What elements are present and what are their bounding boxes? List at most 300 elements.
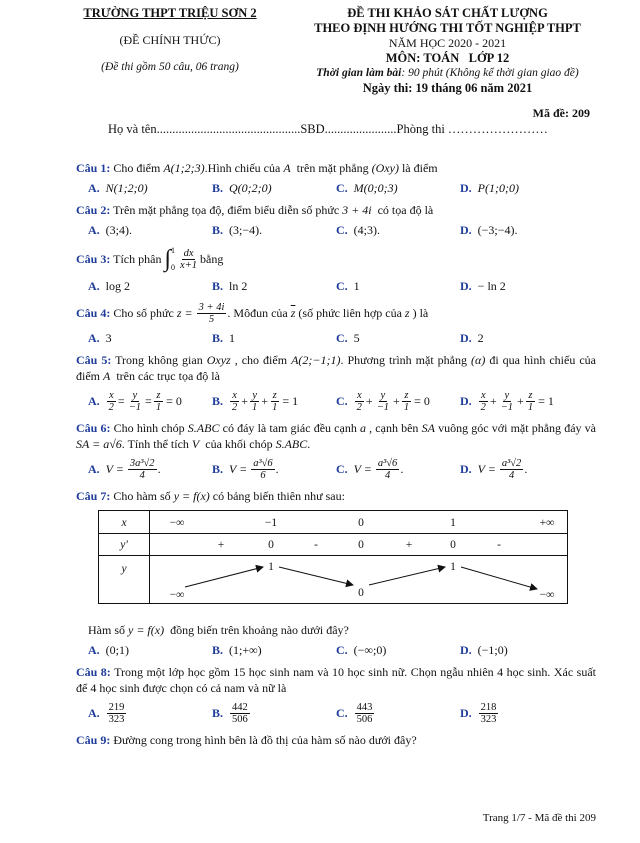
exam-date: Ngày thi: 19 tháng 06 năm 2021 bbox=[362, 81, 533, 95]
stem-text: Cho hình chóp bbox=[110, 421, 188, 435]
time-label: Thời gian làm bài bbox=[316, 67, 402, 79]
school-name: TRƯỜNG THPT TRIỆU SƠN 2 bbox=[83, 6, 257, 20]
option[interactable] bbox=[336, 458, 460, 481]
stem-text: ) là bbox=[409, 306, 429, 320]
option-key: D. bbox=[460, 279, 472, 293]
math-expr: y = f(x) bbox=[173, 489, 210, 503]
fraction bbox=[355, 390, 364, 413]
option-key: B. bbox=[212, 181, 224, 195]
stem-text: Hàm số bbox=[88, 623, 128, 637]
stem-text: có tọa độ là bbox=[371, 203, 434, 217]
sign-zero: 0 bbox=[358, 539, 364, 551]
stem-text: trên các trục tọa độ là bbox=[110, 369, 220, 383]
option-key: A. bbox=[88, 331, 100, 345]
option-value: 1 bbox=[229, 331, 236, 345]
row-label-y: y bbox=[121, 563, 127, 575]
fraction bbox=[270, 390, 279, 413]
question-label: Câu 7: bbox=[76, 489, 111, 503]
question-label: Câu 1: bbox=[76, 161, 111, 175]
option[interactable] bbox=[336, 180, 460, 196]
math-expr: z bbox=[404, 306, 410, 320]
answer-options bbox=[88, 276, 596, 296]
denominator: 4 bbox=[139, 469, 145, 481]
option-value: − ln 2 bbox=[477, 279, 506, 293]
stem-text: có đáy là tam giác đều cạnh bbox=[219, 421, 360, 435]
math-expr: Oxyz bbox=[206, 353, 231, 367]
lower-limit: 0 bbox=[171, 263, 176, 272]
option[interactable] bbox=[460, 222, 584, 238]
math-expr: a bbox=[359, 421, 366, 435]
fraction bbox=[375, 390, 391, 413]
option-value: 3 bbox=[105, 331, 112, 345]
option-key: D. bbox=[460, 394, 472, 408]
question-4 bbox=[76, 300, 596, 348]
question-1 bbox=[76, 160, 596, 198]
question-9-stem bbox=[76, 732, 596, 748]
option-tail: . bbox=[275, 462, 279, 476]
pages-note: (Đề thi gồm 50 câu, 06 trang) bbox=[101, 61, 239, 73]
numerator: a³√6 bbox=[253, 457, 273, 469]
variation-arrows bbox=[99, 511, 567, 603]
operator: + bbox=[365, 394, 373, 408]
option[interactable] bbox=[212, 390, 336, 413]
option-value: ln 2 bbox=[229, 279, 248, 293]
operator: + bbox=[241, 394, 249, 408]
fraction bbox=[154, 390, 163, 413]
option-key: B. bbox=[212, 706, 224, 720]
option-value: (0;1) bbox=[105, 643, 129, 657]
question-8-stem bbox=[76, 664, 596, 696]
option-key: A. bbox=[88, 394, 100, 408]
fraction bbox=[178, 248, 199, 271]
option-key: A. bbox=[88, 181, 100, 195]
operator: + bbox=[393, 394, 400, 408]
question-8 bbox=[76, 664, 596, 728]
stem-text: đồng biến trên khoảng nào dưới đây? bbox=[164, 623, 349, 637]
numerator: 218 bbox=[480, 701, 497, 713]
numerator: y bbox=[132, 389, 138, 401]
option[interactable] bbox=[336, 702, 460, 725]
fraction bbox=[250, 390, 259, 413]
math-expr: (Oxy) bbox=[371, 161, 399, 175]
denominator: 1 bbox=[527, 401, 534, 413]
stem-text: là điểm bbox=[398, 161, 438, 175]
answer-options bbox=[88, 698, 596, 728]
operator: = bbox=[145, 394, 152, 408]
option-tail: . bbox=[157, 462, 161, 476]
math-expr: (α) bbox=[471, 353, 486, 367]
option[interactable] bbox=[336, 642, 460, 658]
numerator: z bbox=[156, 389, 161, 401]
stem-text: Cho số phức bbox=[110, 306, 177, 320]
answer-options bbox=[88, 328, 596, 348]
school-year: NĂM HỌC 2020 - 2021 bbox=[388, 36, 507, 50]
option-value: (−1;0) bbox=[477, 643, 508, 657]
stem-text: Cho hàm số bbox=[110, 489, 174, 503]
fraction bbox=[479, 702, 499, 725]
option-key: C. bbox=[336, 331, 348, 345]
y-value: 0 bbox=[358, 587, 364, 599]
denominator: −1 bbox=[500, 401, 514, 413]
option-value: (−∞;0) bbox=[353, 643, 387, 657]
question-2 bbox=[76, 202, 596, 240]
denominator: 5 bbox=[208, 313, 215, 325]
question-6-stem bbox=[76, 420, 596, 452]
stem-text: (số phức liên hợp của bbox=[295, 306, 405, 320]
option-value: N(1;2;0) bbox=[105, 181, 148, 195]
arrow-up bbox=[369, 567, 445, 585]
option[interactable] bbox=[212, 180, 336, 196]
fraction bbox=[526, 390, 535, 413]
question-3-stem bbox=[76, 244, 596, 274]
option-key: C. bbox=[336, 223, 348, 237]
denominator: 1 bbox=[155, 401, 162, 413]
denominator: x+1 bbox=[180, 259, 198, 271]
numerator: y bbox=[380, 389, 386, 401]
denominator: −1 bbox=[128, 401, 142, 413]
option-value: P(1;0;0) bbox=[477, 181, 519, 195]
option-key: A. bbox=[88, 223, 100, 237]
stem-text: . Phương trình mặt phẳng bbox=[340, 353, 472, 367]
integral-expr bbox=[164, 246, 200, 272]
official-label: (ĐỀ CHÍNH THỨC) bbox=[119, 33, 221, 47]
fraction bbox=[499, 390, 515, 413]
question-4-stem bbox=[76, 300, 596, 326]
option[interactable] bbox=[336, 222, 460, 238]
fraction bbox=[127, 390, 143, 413]
arrow-down bbox=[279, 567, 353, 585]
option-key: C. bbox=[336, 394, 348, 408]
option[interactable] bbox=[212, 278, 336, 294]
stem-text: Trên mặt phẳng tọa độ, điểm biểu diễn số phức bbox=[110, 203, 343, 217]
variation-table bbox=[98, 510, 568, 604]
option-lhs: V = bbox=[105, 462, 127, 476]
y-value: −∞ bbox=[169, 589, 185, 601]
math-expr: 3 + 4i bbox=[342, 203, 372, 217]
question-7-followup bbox=[88, 622, 596, 638]
stem-text: Đường cong trong hình bên là đồ thị của hàm số nào dưới đây? bbox=[110, 733, 417, 747]
option-lhs: V = bbox=[229, 462, 251, 476]
subject: MÔN: TOÁN LỚP 12 bbox=[385, 51, 510, 65]
stem-text: Cho điểm bbox=[110, 161, 164, 175]
option-value: (3;4). bbox=[105, 223, 132, 237]
fraction bbox=[402, 390, 411, 413]
exam-header bbox=[70, 6, 610, 96]
option-key: D. bbox=[460, 331, 472, 345]
numerator: z bbox=[272, 389, 277, 401]
option-key: B. bbox=[212, 331, 224, 345]
option[interactable] bbox=[460, 702, 584, 725]
fraction bbox=[500, 458, 523, 481]
option[interactable] bbox=[88, 222, 212, 238]
option[interactable] bbox=[460, 278, 584, 294]
option[interactable] bbox=[460, 390, 584, 413]
stem-text: , cho điểm bbox=[230, 353, 292, 367]
option-key: B. bbox=[212, 223, 224, 237]
operator: + bbox=[517, 394, 524, 408]
exam-title-1: ĐỀ THI KHẢO SÁT CHẤT LƯỢNG bbox=[347, 6, 548, 20]
option-rhs: = 1 bbox=[282, 394, 299, 408]
option-key: A. bbox=[88, 643, 100, 657]
operator: + bbox=[261, 394, 269, 408]
denominator: 1 bbox=[252, 401, 258, 413]
question-2-stem bbox=[76, 202, 596, 218]
question-label: Câu 8: bbox=[76, 665, 111, 679]
denominator: 2 bbox=[108, 401, 114, 413]
denominator: 1 bbox=[403, 401, 410, 413]
sign: - bbox=[497, 539, 501, 551]
option-value: log 2 bbox=[105, 279, 131, 293]
math-expr: A(2;−1;1) bbox=[291, 353, 341, 367]
option-key: B. bbox=[212, 394, 224, 408]
math-expr: S.ABC bbox=[275, 437, 308, 451]
denominator: 2 bbox=[480, 401, 486, 413]
question-7-stem bbox=[76, 488, 596, 504]
option[interactable] bbox=[336, 390, 460, 413]
option-lhs: V = bbox=[477, 462, 499, 476]
fraction bbox=[479, 390, 488, 413]
math-expr: S.ABC bbox=[187, 421, 220, 435]
fraction bbox=[128, 458, 157, 481]
question-9 bbox=[76, 732, 596, 748]
option-key: B. bbox=[212, 462, 224, 476]
option-key: C. bbox=[336, 643, 348, 657]
header-right bbox=[285, 6, 610, 96]
x-value: 1 bbox=[450, 517, 456, 529]
option[interactable] bbox=[88, 330, 212, 346]
numerator: x bbox=[108, 389, 114, 401]
integral-limits bbox=[171, 246, 175, 272]
denominator: 506 bbox=[356, 713, 373, 725]
stem-text: Trong một lớp học gồm 15 học sinh nam và 10 học sinh nữ. Chọn ngẫu nhiên 4 học sinh. Xác suất để 4 học sinh được chọn có cả nam và nữ là bbox=[76, 665, 596, 695]
stem-text: . Môđun của bbox=[227, 306, 291, 320]
option-key: D. bbox=[460, 706, 472, 720]
y-value: −∞ bbox=[539, 589, 555, 601]
arrow-down bbox=[461, 567, 537, 589]
numerator: x bbox=[356, 389, 362, 401]
math-expr: A bbox=[103, 369, 111, 383]
option[interactable] bbox=[460, 330, 584, 346]
option[interactable] bbox=[460, 458, 584, 481]
option[interactable] bbox=[212, 702, 336, 725]
option-value: (4;3). bbox=[353, 223, 380, 237]
fraction bbox=[197, 302, 227, 325]
option-key: A. bbox=[88, 462, 100, 476]
question-label: Câu 2: bbox=[76, 203, 111, 217]
identity-line: Họ và tên..............................................SBD.......................Phòng thi …………………… bbox=[108, 122, 548, 136]
answer-options bbox=[88, 220, 596, 240]
numerator: y bbox=[504, 389, 510, 401]
option-key: C. bbox=[336, 181, 348, 195]
option[interactable] bbox=[460, 180, 584, 196]
numerator: 219 bbox=[108, 701, 125, 713]
option[interactable] bbox=[212, 458, 336, 481]
option-key: D. bbox=[460, 181, 472, 195]
denominator: 4 bbox=[384, 469, 391, 481]
option[interactable] bbox=[336, 330, 460, 346]
math-expr: A bbox=[283, 161, 291, 175]
operator: = bbox=[117, 394, 125, 408]
x-value: 0 bbox=[358, 517, 364, 529]
option-value: Q(0;2;0) bbox=[229, 181, 272, 195]
time-line bbox=[285, 66, 610, 81]
sign-zero: 0 bbox=[450, 539, 456, 551]
row-label-dy: y' bbox=[120, 539, 128, 551]
denominator: 506 bbox=[232, 713, 248, 725]
math-expr: SA = a√6 bbox=[76, 437, 122, 451]
question-label: Câu 3: bbox=[76, 252, 111, 266]
question-3 bbox=[76, 244, 596, 296]
stem-text: , cạnh bên bbox=[365, 421, 422, 435]
integral-sign-icon: ∫ bbox=[164, 246, 172, 272]
denominator: 4 bbox=[508, 469, 515, 481]
x-value: −1 bbox=[264, 517, 278, 529]
fraction bbox=[230, 390, 239, 413]
stem-text: . Tính thể tích bbox=[121, 437, 192, 451]
math-expr: SA bbox=[421, 421, 435, 435]
fraction bbox=[107, 390, 116, 413]
stem-text: Trong không gian bbox=[111, 353, 207, 367]
option-key: C. bbox=[336, 279, 348, 293]
option-key: D. bbox=[460, 462, 472, 476]
question-1-stem bbox=[76, 160, 596, 176]
sign: - bbox=[314, 539, 318, 551]
option-value: (−3;−4). bbox=[477, 223, 518, 237]
denominator: 2 bbox=[356, 401, 362, 413]
question-label: Câu 4: bbox=[76, 306, 111, 320]
numerator: x bbox=[480, 389, 486, 401]
numerator: x bbox=[232, 389, 237, 401]
stem-text: bằng bbox=[200, 252, 224, 266]
header-left bbox=[70, 6, 270, 75]
denominator: 6 bbox=[260, 469, 266, 481]
denominator: 1 bbox=[272, 401, 278, 413]
answer-options bbox=[88, 454, 596, 484]
questions bbox=[76, 160, 596, 752]
option-key: D. bbox=[460, 223, 472, 237]
sign-zero: 0 bbox=[268, 539, 274, 551]
option[interactable] bbox=[88, 278, 212, 294]
question-label: Câu 9: bbox=[76, 733, 111, 747]
option-key: A. bbox=[88, 279, 100, 293]
stem-text: trên mặt phẳng bbox=[290, 161, 372, 175]
option[interactable] bbox=[212, 642, 336, 658]
question-7 bbox=[76, 488, 596, 660]
option[interactable] bbox=[212, 222, 336, 238]
fraction bbox=[230, 702, 250, 725]
sign: + bbox=[405, 539, 413, 551]
math-expr: y = f(x) bbox=[128, 623, 165, 637]
numerator: dx bbox=[183, 247, 194, 259]
question-6 bbox=[76, 420, 596, 484]
numerator: 3 + 4i bbox=[198, 301, 225, 313]
option-value: 2 bbox=[477, 331, 484, 345]
option[interactable] bbox=[336, 278, 460, 294]
upper-limit: 1 bbox=[171, 246, 176, 255]
numerator: y bbox=[252, 389, 257, 401]
option-key: B. bbox=[212, 279, 224, 293]
stem-text: . bbox=[307, 437, 311, 451]
question-label: Câu 5: bbox=[76, 353, 112, 367]
y-value: 1 bbox=[450, 561, 456, 573]
denominator: 323 bbox=[480, 713, 497, 725]
option[interactable] bbox=[460, 642, 584, 658]
option-lhs: V = bbox=[353, 462, 375, 476]
answer-options bbox=[88, 640, 596, 660]
arrow-up bbox=[185, 567, 263, 587]
fraction bbox=[376, 458, 399, 481]
option[interactable] bbox=[88, 180, 212, 196]
option-value: M(0;0;3) bbox=[353, 181, 398, 195]
option[interactable] bbox=[212, 330, 336, 346]
fraction bbox=[251, 458, 274, 481]
denominator: 323 bbox=[108, 713, 125, 725]
option-value: (3;−4). bbox=[229, 223, 263, 237]
numerator: a³√6 bbox=[377, 457, 398, 469]
exam-code: Mã đề: 209 bbox=[532, 106, 590, 120]
question-5-stem bbox=[76, 352, 596, 384]
answer-options bbox=[88, 178, 596, 198]
option-value: 1 bbox=[353, 279, 360, 293]
option-rhs: = 0 bbox=[166, 394, 182, 408]
option[interactable] bbox=[88, 702, 212, 725]
numerator: a³√2 bbox=[501, 457, 522, 469]
stem-text: của khối chóp bbox=[199, 437, 276, 451]
exam-title-2: THEO ĐỊNH HƯỚNG THI TỐT NGHIỆP THPT bbox=[314, 21, 581, 35]
fraction bbox=[107, 702, 127, 725]
stem-text: đi qua hình chiếu của điểm bbox=[76, 353, 596, 383]
option[interactable] bbox=[88, 642, 212, 658]
numerator: z bbox=[528, 389, 533, 401]
answer-options bbox=[88, 386, 596, 416]
math-expr: z = bbox=[176, 306, 196, 320]
question-label: Câu 6: bbox=[76, 421, 111, 435]
option[interactable] bbox=[88, 390, 212, 413]
option-value: 5 bbox=[353, 331, 360, 345]
y-value: 1 bbox=[268, 561, 274, 573]
option-key: A. bbox=[88, 706, 100, 720]
stem-text: .Hình chiếu của bbox=[204, 161, 284, 175]
question-5 bbox=[76, 352, 596, 416]
denominator: 2 bbox=[232, 401, 238, 413]
sign: + bbox=[217, 539, 225, 551]
option-rhs: = 1 bbox=[538, 394, 554, 408]
math-expr: V bbox=[191, 437, 200, 451]
x-value: −∞ bbox=[169, 517, 185, 529]
option-tail: . bbox=[400, 462, 404, 476]
conjugate-z: $\overline{z}$ bbox=[290, 306, 296, 320]
stem-text: có bảng biến thiên như sau: bbox=[209, 489, 345, 503]
option-tail: . bbox=[524, 462, 528, 476]
denominator: −1 bbox=[376, 401, 390, 413]
option-value: (1;+∞) bbox=[229, 643, 262, 657]
option[interactable] bbox=[88, 458, 212, 481]
option-rhs: = 0 bbox=[414, 394, 430, 408]
math-expr: A(1;2;3) bbox=[163, 161, 205, 175]
fraction bbox=[355, 702, 375, 725]
option-key: B. bbox=[212, 643, 224, 657]
numerator: z bbox=[404, 389, 409, 401]
stem-text: vuông góc với mặt phẳng đáy và bbox=[434, 421, 597, 435]
stem-text: Tích phân bbox=[110, 252, 165, 266]
numerator: 3a³√2 bbox=[129, 457, 155, 469]
row-label-x: x bbox=[121, 517, 127, 529]
option-key: C. bbox=[336, 706, 348, 720]
page-footer: Trang 1/7 - Mã đề thi 209 bbox=[482, 812, 596, 824]
x-value: +∞ bbox=[539, 517, 555, 529]
numerator: 442 bbox=[232, 701, 248, 713]
option-key: C. bbox=[336, 462, 348, 476]
